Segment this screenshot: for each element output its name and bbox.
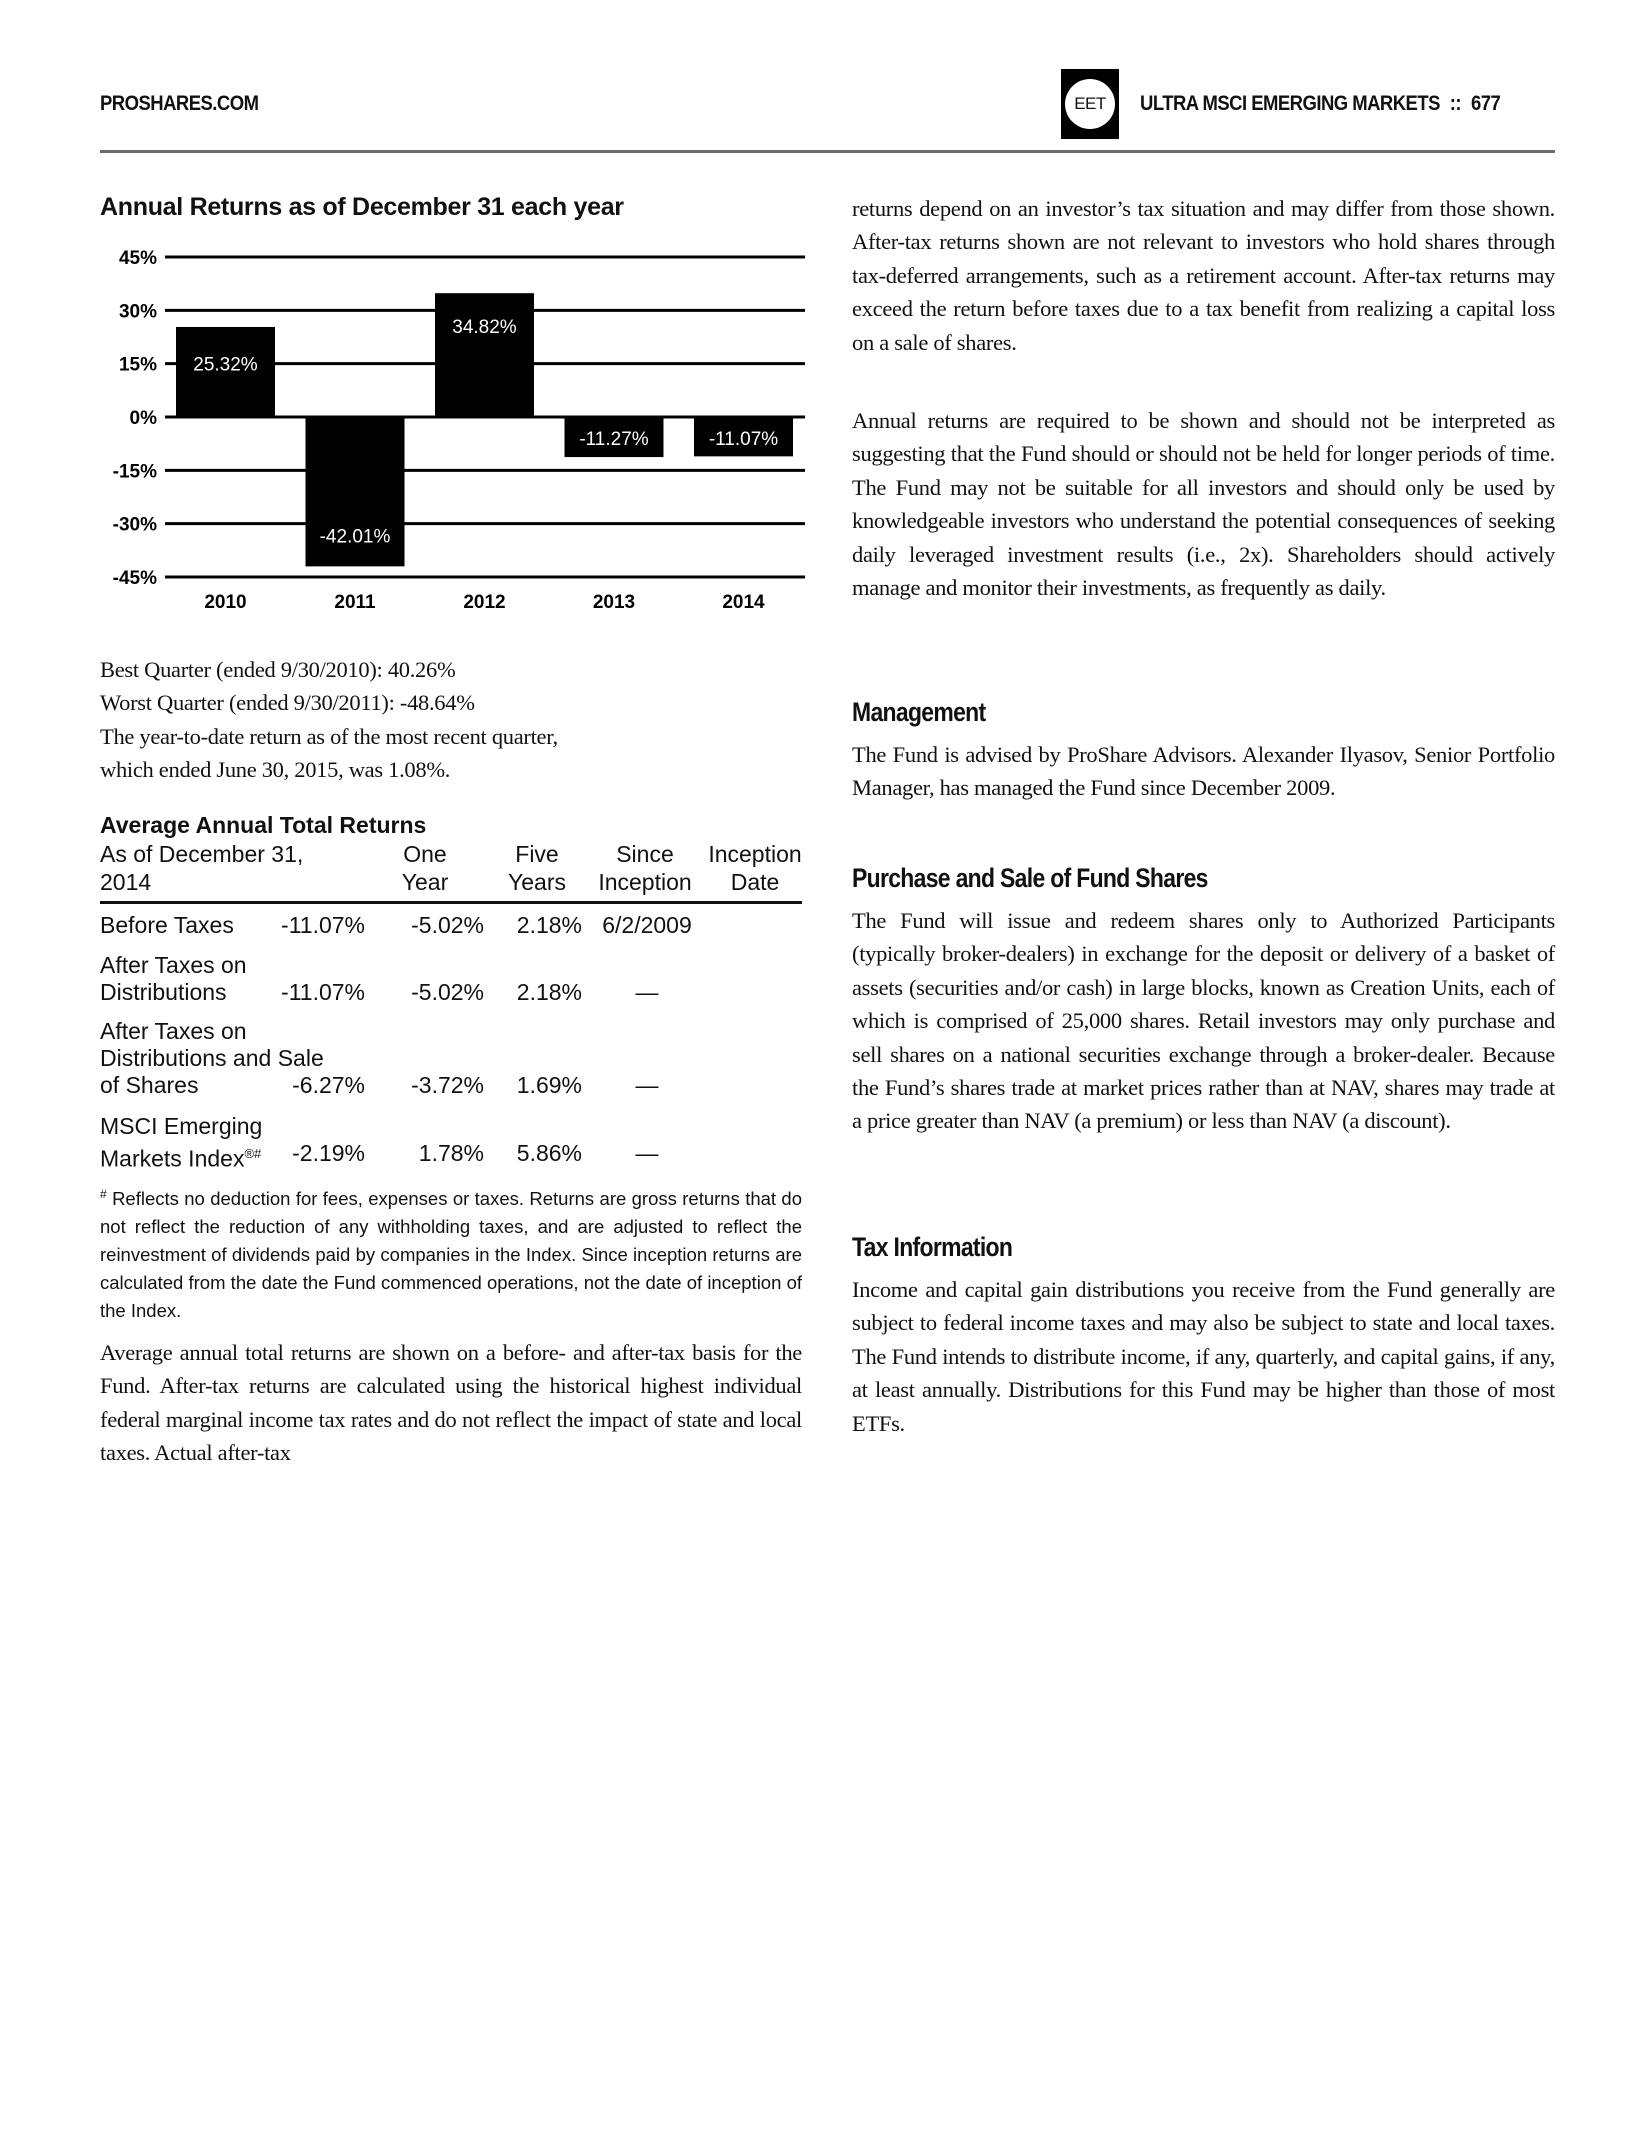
y-tick-label: -30%: [112, 514, 157, 536]
header-inception-date: [700, 840, 810, 896]
header-text: Date: [730, 869, 780, 895]
header-text: 2014: [100, 869, 152, 895]
tax-information-heading: Tax Information: [852, 1232, 1013, 1262]
header-text: Since: [616, 841, 674, 867]
row-label-text: Markets Index: [100, 1145, 245, 1172]
data-label: 25.32%: [193, 354, 258, 376]
row-label-line: of Shares: [100, 1072, 199, 1098]
cell-inception-date: —: [635, 979, 659, 1005]
cell-since-inception: 2.18%: [516, 979, 582, 1005]
row-label-line: After Taxes on: [100, 1018, 247, 1044]
header-rule: [100, 150, 1555, 153]
ytd-return-line2: which ended June 30, 2015, was 1.08%.: [100, 757, 451, 783]
y-tick-label: 0%: [129, 408, 157, 429]
x-tick-label: 2012: [463, 592, 506, 613]
purchase-sale-text: The Fund will issue and redeem shares only to Authorized Participants (typically broker-dealers) in exchange for the deposit or delivery of a basket of assets (securities and/or cash) in large blocks, known as Creation Units, each of which is comprised of 25,000 shares. Retail investors may only purchase and sell shares on a national securities exchange through a broker-dealer. Because the Fund’s shares trade at market prices rather than at NAV, shares may trade at a price greater than NAV (a premium) or less than NAV (a discount).: [852, 908, 1555, 1134]
cell-inception-date: —: [635, 1072, 659, 1098]
cell-one-year: -11.07%: [281, 912, 365, 938]
tax-information-text: Income and capital gain distributions you receive from the Fund generally are subject to federal income taxes and may also be subject to state and local taxes. The Fund intends to distribute income, if any, quarterly, and capital gains, if any, at least annually. Distributions for this Fund may be higher than those of most ETFs.: [852, 1277, 1555, 1436]
y-tick-label: 15%: [118, 354, 157, 376]
table-footnote: [100, 1180, 802, 1325]
purchase-sale-heading: Purchase and Sale of Fund Shares: [852, 863, 1208, 893]
management-text: The Fund is advised by ProShare Advisors. Alexander Ilyasov, Senior Portfolio Manager, has managed the Fund since December 2009.: [852, 742, 1555, 801]
header-one-year: [365, 840, 485, 896]
returns-table: [100, 840, 802, 895]
data-label: -11.27%: [579, 429, 649, 450]
running-header: [1140, 92, 1500, 116]
header-separator: ::: [1449, 92, 1462, 115]
header-text: Inception: [598, 869, 692, 895]
row-label-line: Before Taxes: [100, 912, 234, 938]
x-tick-label: 2013: [592, 592, 636, 613]
row-label-line: Distributions: [100, 979, 227, 1005]
data-label: -42.01%: [319, 526, 391, 548]
annual-returns-chart: [80, 230, 820, 630]
header-as-of: [100, 840, 303, 896]
cell-five-years: -5.02%: [411, 979, 484, 1005]
header-text: Inception: [708, 841, 802, 867]
quarter-stats: [100, 653, 558, 787]
row-label: [100, 952, 247, 1006]
ytd-return-line1: The year-to-date return as of the most recent quarter,: [100, 723, 558, 749]
cell-inception-date: 6/2/2009: [602, 912, 692, 938]
worst-quarter: Worst Quarter (ended 9/30/2011): -48.64%: [100, 690, 475, 716]
fund-title: ULTRA MSCI EMERGING MARKETS: [1140, 92, 1440, 115]
x-tick-label: 2014: [722, 592, 765, 613]
y-tick-label: 30%: [118, 301, 157, 323]
page-number: 677: [1470, 92, 1501, 115]
cell-since-inception: 5.86%: [516, 1140, 582, 1166]
management-heading: Management: [852, 697, 986, 727]
header-five-years: [482, 840, 592, 896]
row-label: [100, 912, 234, 939]
annual-returns-disclaimer: Annual returns are required to be shown and should not be interpreted as suggesting that the Fund should or should not be held for longer periods of time. The Fund may not be suitable for all investors and should only be used by knowledgeable investors who understand the potential consequences of seeking daily leveraged investment results (i.e., 2x). Shareholders should actively manage and monitor their investments, as frequently as daily.: [852, 408, 1555, 601]
data-label: 34.82%: [452, 317, 517, 339]
cell-five-years: -5.02%: [411, 912, 484, 938]
cell-one-year: -6.27%: [292, 1072, 365, 1098]
header-text: Years: [508, 869, 566, 895]
after-tax-paragraph: Average annual total returns are shown on a before- and after-tax basis for the Fund. After-tax returns are calculated using the historical highest individual federal marginal income tax rates and do not reflect the impact of state and local taxes. Actual after-tax: [100, 1340, 802, 1466]
table-header-rule: [100, 901, 802, 904]
y-tick-label: 45%: [118, 248, 157, 269]
after-tax-paragraph-cont: returns depend on an investor’s tax situation and may differ from those shown. After-tax returns shown are not relevant to investors who hold shares through tax-deferred arrangements, such as a retirement account. After-tax returns may exceed the return before taxes due to a tax benefit from realizing a capital loss on a sale of shares.: [852, 196, 1555, 355]
row-label-superscript: ®#: [244, 1146, 262, 1161]
bar-2012: [435, 293, 534, 417]
row-label-line: After Taxes on: [100, 952, 247, 978]
data-label: -11.07%: [708, 429, 779, 450]
footnote-mark: #: [100, 1187, 107, 1201]
header-since-inception: [585, 840, 705, 896]
cell-inception-date: —: [635, 1140, 659, 1166]
x-tick-label: 2011: [334, 592, 376, 613]
footnote-text: Reflects no deduction for fees, expenses or taxes. Returns are gross returns that do not reflect the reduction of any withholding taxes, and are adjusted to reflect the reinvestment of dividends paid by companies in the Index. Since inception returns are calculated from the date the Fund commenced operations, not the date of inception of the Index.: [100, 1188, 803, 1322]
x-tick-label: 2010: [204, 592, 247, 613]
cell-since-inception: 2.18%: [516, 912, 582, 938]
cell-one-year: -2.19%: [292, 1140, 365, 1166]
row-label-line: Distributions and Sale: [100, 1045, 324, 1071]
header-text: Year: [401, 869, 449, 895]
y-tick-label: -45%: [112, 568, 157, 589]
best-quarter: Best Quarter (ended 9/30/2010): 40.26%: [100, 657, 456, 682]
site-name: PROSHARES.COM: [100, 92, 259, 115]
cell-since-inception: 1.69%: [516, 1072, 582, 1098]
ticker-badge-label: EET: [1065, 79, 1115, 129]
y-tick-label: -15%: [112, 461, 157, 483]
cell-five-years: 1.78%: [418, 1140, 484, 1166]
header-text: As of December 31,: [100, 841, 304, 867]
table-title: Average Annual Total Returns: [100, 812, 427, 838]
header-text: Five: [515, 841, 559, 867]
chart-title: Annual Returns as of December 31 each year: [100, 193, 624, 221]
header-text: One: [403, 841, 447, 867]
row-label-line: MSCI Emerging: [100, 1113, 263, 1139]
ticker-badge: [1061, 69, 1119, 139]
cell-five-years: -3.72%: [411, 1072, 484, 1098]
cell-one-year: -11.07%: [281, 979, 365, 1005]
